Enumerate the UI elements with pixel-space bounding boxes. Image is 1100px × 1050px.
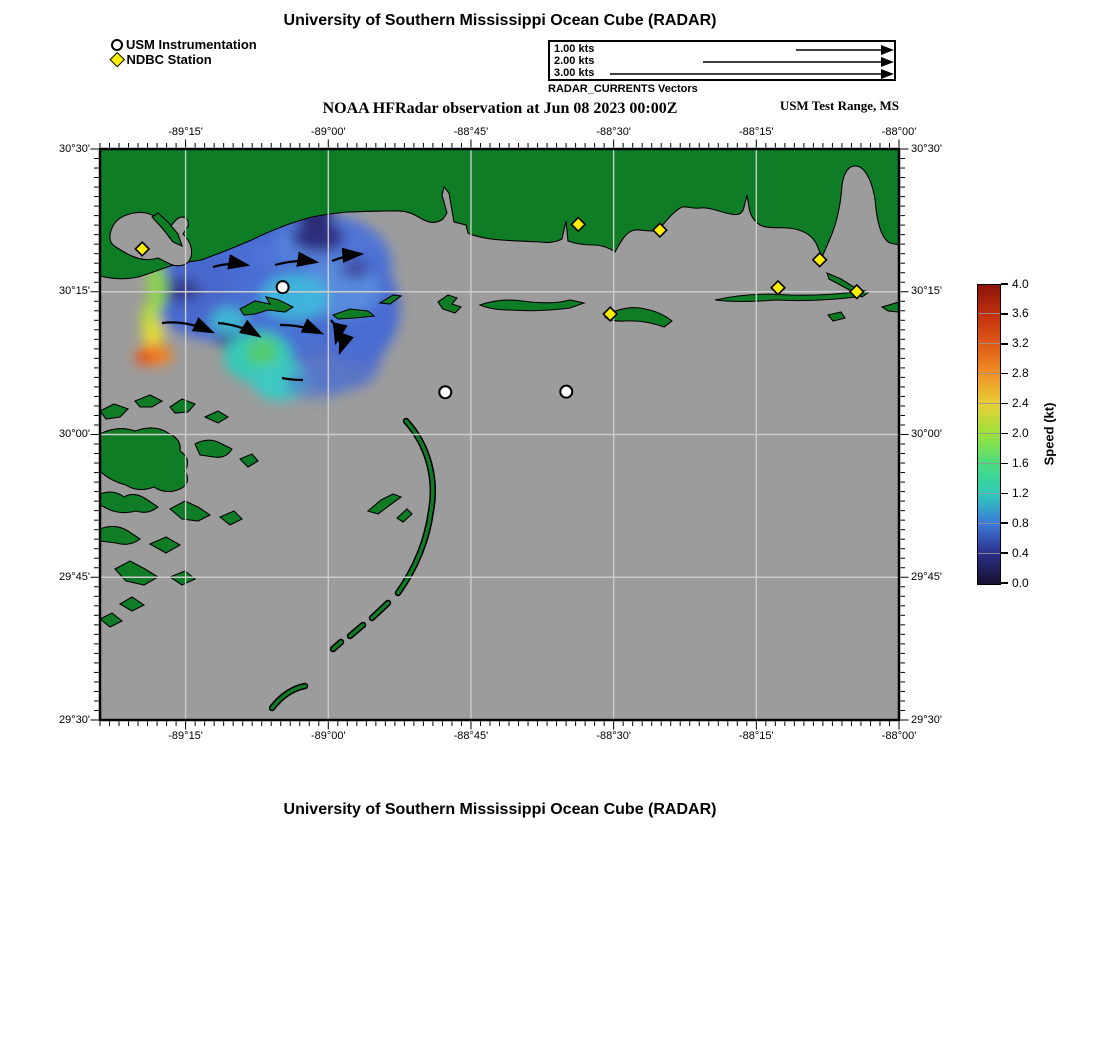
vector-scale-arrowhead	[881, 69, 894, 79]
lon-tick-label-top: -88°15'	[738, 126, 774, 138]
colorbar-tick	[1001, 493, 1008, 495]
colorbar	[977, 284, 1001, 585]
usm-instrumentation-marker	[439, 386, 451, 398]
lat-tick-label-left: 30°30'	[59, 142, 90, 155]
legend-row-usm	[111, 37, 257, 52]
lat-tick-label-left: 29°45'	[59, 570, 90, 583]
colorbar-gridline	[978, 403, 1000, 404]
lat-tick-label-left: 30°15'	[59, 285, 90, 298]
colorbar-tick-label: 3.2	[1012, 336, 1029, 351]
colorbar-tick-label: 2.8	[1012, 366, 1029, 381]
colorbar-tick-label: 4.0	[1012, 276, 1029, 291]
usm-instrumentation-marker	[560, 386, 572, 398]
colorbar-tick	[1001, 463, 1008, 465]
colorbar-tick-label: 0.0	[1012, 575, 1029, 590]
footer-title: University of Southern Mississippi Ocean Cube (RADAR)	[283, 801, 717, 818]
colorbar-gridline	[978, 553, 1000, 554]
lon-tick-label-top: -88°30'	[596, 126, 631, 138]
vector-scale-3kt-label: 3.00 kts	[554, 66, 595, 79]
legend-row-ndbc	[111, 52, 257, 67]
vector-scale-arrowhead	[881, 57, 894, 67]
colorbar-tick	[1001, 343, 1008, 345]
colorbar-gridline	[978, 463, 1000, 464]
vector-scale-caption: RADAR_CURRENTS Vectors	[548, 83, 698, 95]
lon-tick-label-top: -89°00'	[310, 126, 346, 138]
colorbar-tick	[1001, 283, 1008, 285]
colorbar-tick	[1001, 313, 1008, 315]
speed-patch	[246, 338, 278, 366]
speed-patch	[285, 368, 345, 400]
observation-subtitle: NOAA HFRadar observation at Jun 08 2023 00:00Z	[322, 100, 678, 117]
speed-patch	[292, 222, 344, 252]
colorbar-gridline	[978, 373, 1000, 374]
lat-tick-label-left: 30°00'	[59, 428, 90, 440]
legend-label-ndbc: NDBC Station	[126, 52, 212, 67]
map-canvas	[92, 141, 907, 728]
speed-patch	[261, 274, 329, 320]
usm-instrumentation-marker	[277, 281, 289, 293]
colorbar-tick-label: 1.2	[1012, 485, 1029, 500]
colorbar-gridline	[978, 523, 1000, 524]
colorbar-tick-label: 0.8	[1012, 515, 1029, 530]
colorbar-gridline	[978, 343, 1000, 344]
colorbar-tick	[1001, 552, 1008, 554]
speed-patch	[142, 322, 164, 346]
colorbar-tick	[1001, 373, 1008, 375]
speed-patch	[341, 259, 369, 279]
colorbar-tick	[1001, 522, 1008, 524]
speed-patch	[210, 307, 246, 335]
speed-patch	[135, 351, 153, 365]
region-label: USM Test Range, MS	[779, 98, 899, 113]
vector-scale-box	[548, 40, 896, 81]
vector-scale-2kt-label: 2.00 kts	[554, 54, 595, 67]
vector-scale-arrowhead	[881, 45, 894, 55]
legend-label-usm: USM Instrumentation	[126, 37, 257, 52]
lon-tick-label-bottom: -89°15'	[168, 730, 203, 742]
colorbar-tick	[1001, 403, 1008, 405]
lat-tick-label-right: 30°00'	[911, 428, 942, 440]
page-title: University of Southern Mississippi Ocean Cube (RADAR)	[283, 12, 717, 29]
lon-tick-label-bottom: -88°00'	[881, 730, 917, 742]
lat-tick-label-right: 30°30'	[911, 142, 942, 155]
lon-tick-label-top: -88°00'	[881, 126, 917, 138]
colorbar-axis-label: Speed (kt)	[1041, 402, 1057, 466]
colorbar-gridline	[978, 493, 1000, 494]
colorbar-gridline	[978, 313, 1000, 314]
lon-tick-label-bottom: -88°15'	[738, 730, 774, 742]
colorbar-tick	[1001, 433, 1008, 435]
colorbar-tick-label: 1.6	[1012, 455, 1029, 470]
colorbar-tick-label: 2.4	[1012, 396, 1029, 411]
colorbar-gridline	[978, 433, 1000, 434]
usm-instrumentation-icon	[111, 39, 123, 51]
lat-tick-label-right: 30°15'	[911, 285, 942, 298]
lon-tick-label-top: -88°45'	[453, 126, 489, 138]
colorbar-tick-label: 0.4	[1012, 545, 1029, 560]
colorbar-tick	[1001, 582, 1008, 584]
lon-tick-label-bottom: -88°45'	[453, 730, 489, 742]
lat-tick-label-right: 29°45'	[911, 570, 942, 583]
vector-scale-1kt-label: 1.00 kts	[554, 42, 595, 55]
lon-tick-label-bottom: -88°30'	[596, 730, 631, 742]
symbol-legend	[111, 37, 257, 67]
lon-tick-label-top: -89°15'	[168, 126, 203, 138]
lat-tick-label-left: 29°30'	[59, 713, 90, 726]
vector-scale-arrows	[550, 42, 894, 79]
lon-tick-label-bottom: -89°00'	[310, 730, 346, 742]
lat-tick-label-right: 29°30'	[911, 713, 942, 726]
ndbc-station-icon	[110, 52, 125, 67]
colorbar-tick-label: 3.6	[1012, 306, 1029, 321]
colorbar-tick-label: 2.0	[1012, 426, 1029, 440]
